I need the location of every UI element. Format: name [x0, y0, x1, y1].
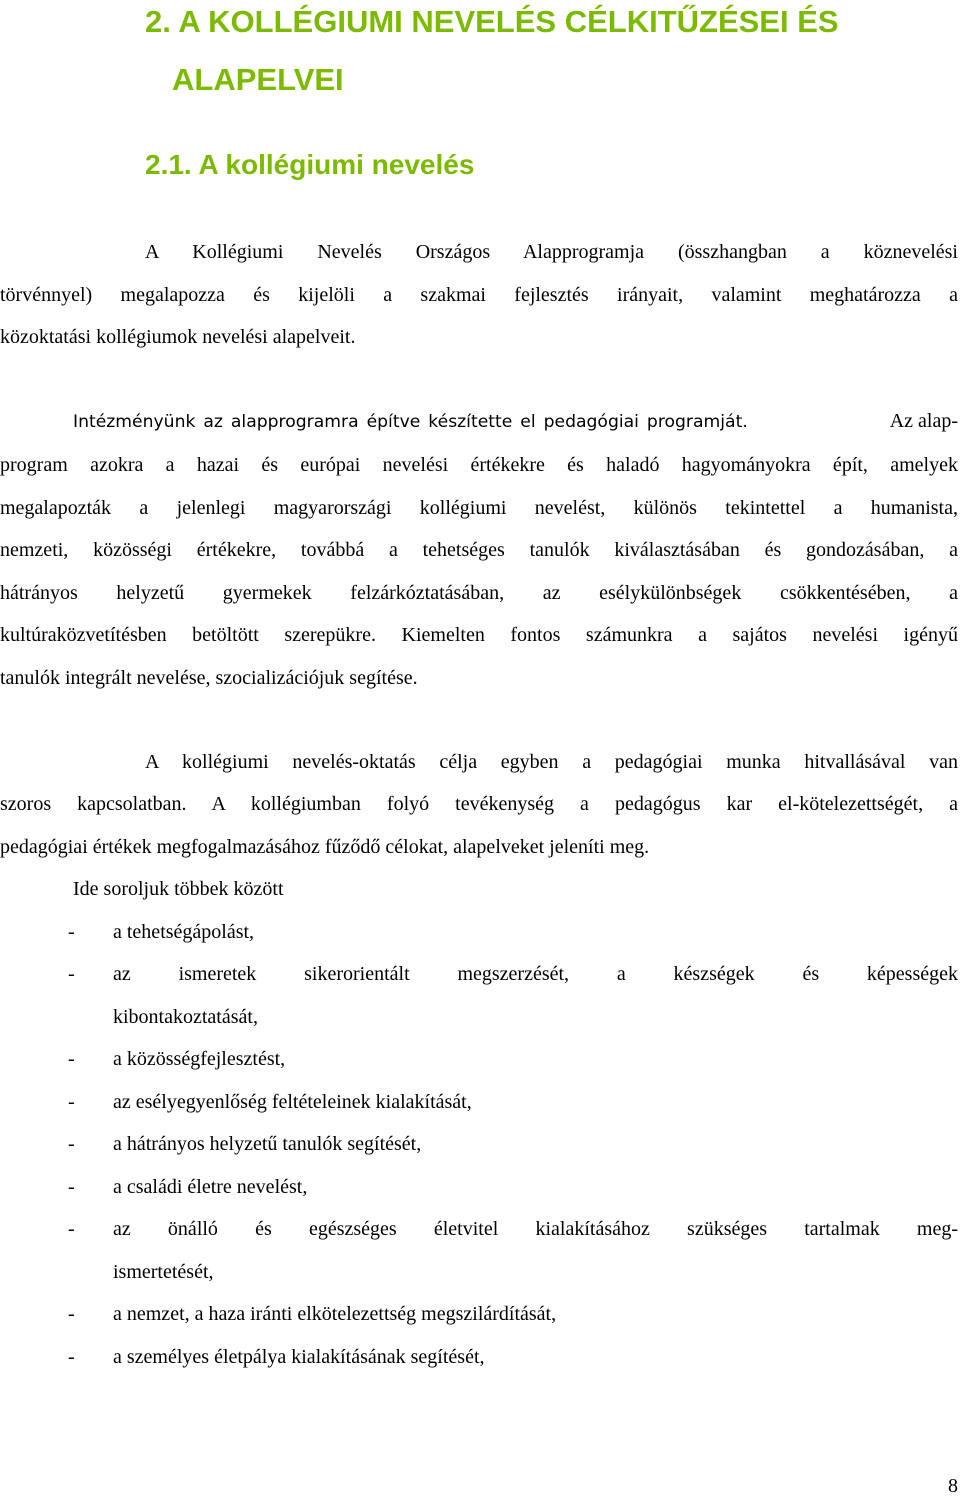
paragraph-2-line-1 [73, 407, 958, 436]
chapter-heading-line-1: 2. A KOLLÉGIUMI NEVELÉS CÉLKITŰZÉSEI ÉS [145, 4, 839, 39]
chapter-heading-line-2: ALAPELVEI [172, 62, 344, 97]
paragraph-3-line-1: A kollégiumi nevelés-oktatás célja egyben a pedagógiai munka hitvallásával van [145, 751, 958, 773]
list-dash: - [68, 921, 75, 943]
list-item-text: a családi életre nevelést, [113, 1176, 308, 1198]
paragraph-2-line-1-serif: Az alap- [889, 410, 958, 432]
paragraph-2-line-7: tanulók integrált nevelése, szocializációjuk segítése. [0, 667, 418, 689]
list-dash: - [68, 1346, 75, 1368]
page-number: 8 [948, 1475, 958, 1497]
list-dash: - [68, 963, 75, 985]
list-item-text: az önálló és egészséges életvitel kialakításához szükséges tartalmak meg- [113, 1218, 958, 1240]
paragraph-2-line-4: nemzeti, közösségi értékekre, továbbá a tehetséges tanulók kiválasztásában és gondozásában, a [0, 539, 958, 561]
list-dash: - [68, 1133, 75, 1155]
list-dash: - [68, 1048, 75, 1070]
list-item-text: a nemzet, a haza iránti elkötelezettség megszilárdítását, [113, 1303, 557, 1325]
list-dash: - [68, 1176, 75, 1198]
paragraph-2-line-5: hátrányos helyzetű gyermekek felzárkóztatásában, az esélykülönbségek csökkentésében, a [0, 582, 958, 604]
paragraph-1-line-2: törvénnyel) megalapozza és kijelöli a szakmai fejlesztés irányait, valamint meghatározza a [0, 284, 958, 306]
paragraph-1-line-1: A Kollégiumi Nevelés Országos Alapprogramja (összhangban a köznevelési [145, 241, 958, 263]
list-dash: - [68, 1218, 75, 1240]
list-item-text: az ismeretek sikerorientált megszerzését, a készségek és képességek [113, 963, 958, 985]
list-item-text: a hátrányos helyzetű tanulók segítését, [113, 1133, 422, 1155]
list-item-text: a tehetségápolást, [113, 921, 255, 943]
list-dash: - [68, 1303, 75, 1325]
paragraph-1-line-3: közoktatási kollégiumok nevelési alapelveit. [0, 326, 356, 348]
paragraph-3-line-2: szoros kapcsolatban. A kollégiumban folyó tevékenység a pedagógus kar el-kötelezettségét, a [0, 793, 958, 815]
paragraph-2-line-1-sans: Intézményünk az alapprogramra építve készítette el pedagógiai programját. [73, 412, 748, 432]
list-item-text: a személyes életpálya kialakításának segítését, [113, 1346, 485, 1368]
list-item-text: az esélyegyenlőség feltételeinek kialakítását, [113, 1091, 472, 1113]
list-item-text-continuation: kibontakoztatását, [113, 1006, 258, 1028]
list-item-text-continuation: ismertetését, [113, 1261, 214, 1283]
paragraph-3-line-3: pedagógiai értékek megfogalmazásához fűződő célokat, alapelveket jeleníti meg. [0, 836, 650, 858]
paragraph-2-line-2: program azokra a hazai és európai nevelési értékekre és haladó hagyományokra épít, amelyek [0, 454, 958, 476]
paragraph-2-line-6: kultúraközvetítésben betöltött szerepükre. Kiemelten fontos számunkra a sajátos nevelési igényű [0, 624, 958, 646]
list-item-text: a közösségfejlesztést, [113, 1048, 286, 1070]
paragraph-2-line-3: megalapozták a jelenlegi magyarországi kollégiumi nevelést, különös tekintettel a humanista, [0, 497, 958, 519]
paragraph-3-line-4: Ide soroljuk többek között [73, 878, 284, 900]
list-dash: - [68, 1091, 75, 1113]
section-heading: 2.1. A kollégiumi nevelés [145, 149, 475, 180]
